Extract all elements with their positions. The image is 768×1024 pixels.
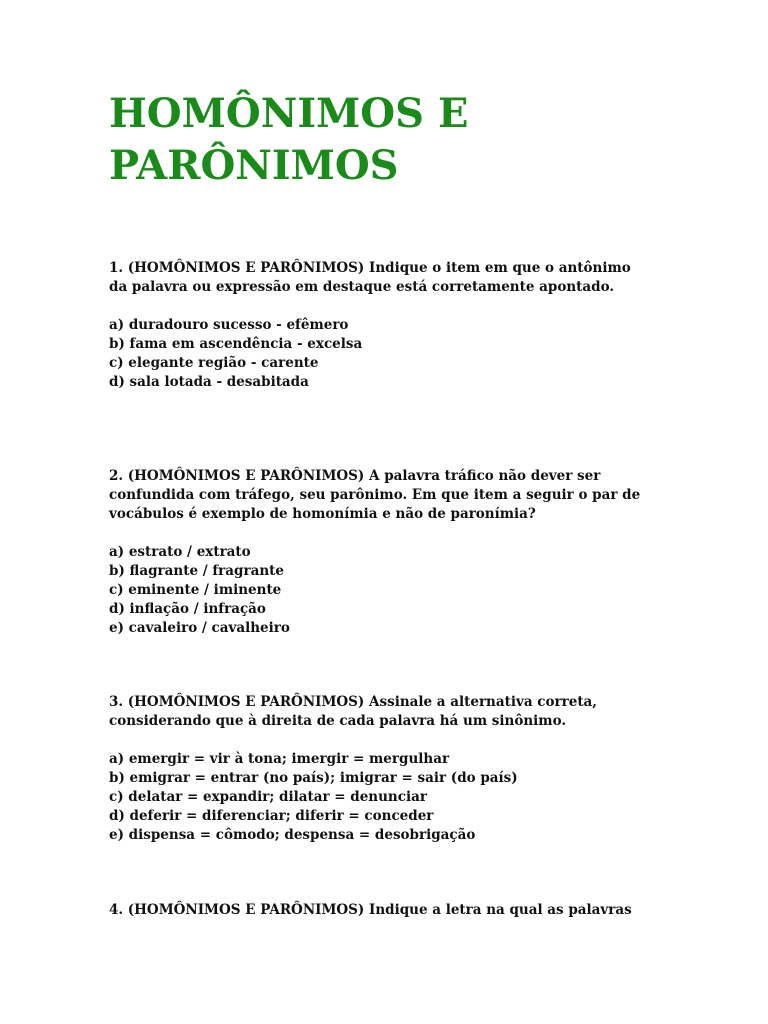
page-title [109, 88, 629, 192]
option-d: d) inflação / infração [109, 601, 266, 617]
option-a: a) emergir = vir à tona; imergir = mergulhar [109, 751, 450, 767]
option-b: b) emigrar = entrar (no país); imigrar = sair (do país) [109, 770, 518, 786]
option-d: d) sala lotada - desabitada [109, 374, 309, 390]
stem-line: 4. (HOMÔNIMOS E PARÔNIMOS) Indique a letra na qual as palavras [109, 902, 632, 918]
question-stem [109, 467, 669, 524]
stem-line: vocábulos é exemplo de homonímia e não de paronímia? [109, 506, 536, 522]
option-b: b) flagrante / fragrante [109, 563, 284, 579]
stem-line: 1. (HOMÔNIMOS E PARÔNIMOS) Indique o item em que o antônimo [109, 260, 631, 276]
answer-options [109, 543, 669, 638]
option-a: a) estrato / extrato [109, 544, 251, 560]
option-b: b) fama em ascendência - excelsa [109, 336, 363, 352]
question-3 [109, 693, 669, 845]
stem-line: confundida com tráfego, seu parônimo. Em que item a seguir o par de [109, 487, 641, 503]
option-d: d) deferir = diferenciar; diferir = conceder [109, 808, 434, 824]
stem-line: da palavra ou expressão em destaque está corretamente apontado. [109, 279, 615, 295]
question-1 [109, 259, 669, 392]
answer-options [109, 316, 669, 392]
question-stem [109, 693, 669, 731]
title-line-2: PARÔNIMOS [109, 142, 399, 189]
option-a: a) duradouro sucesso - efêmero [109, 317, 349, 333]
stem-line: considerando que à direita de cada palavra há um sinônimo. [109, 713, 567, 729]
question-4 [109, 901, 669, 920]
answer-options [109, 750, 669, 845]
option-c: c) delatar = expandir; dilatar = denunciar [109, 789, 427, 805]
stem-line: 3. (HOMÔNIMOS E PARÔNIMOS) Assinale a alternativa correta, [109, 694, 597, 710]
title-line-1: HOMÔNIMOS E [109, 90, 469, 137]
question-stem [109, 901, 669, 920]
option-c: c) elegante região - carente [109, 355, 319, 371]
question-stem [109, 259, 669, 297]
stem-line: 2. (HOMÔNIMOS E PARÔNIMOS) A palavra tráfico não dever ser [109, 468, 601, 484]
option-e: e) cavaleiro / cavalheiro [109, 620, 290, 636]
option-c: c) eminente / iminente [109, 582, 282, 598]
option-e: e) dispensa = cômodo; despensa = desobrigação [109, 827, 476, 843]
question-2 [109, 467, 669, 638]
